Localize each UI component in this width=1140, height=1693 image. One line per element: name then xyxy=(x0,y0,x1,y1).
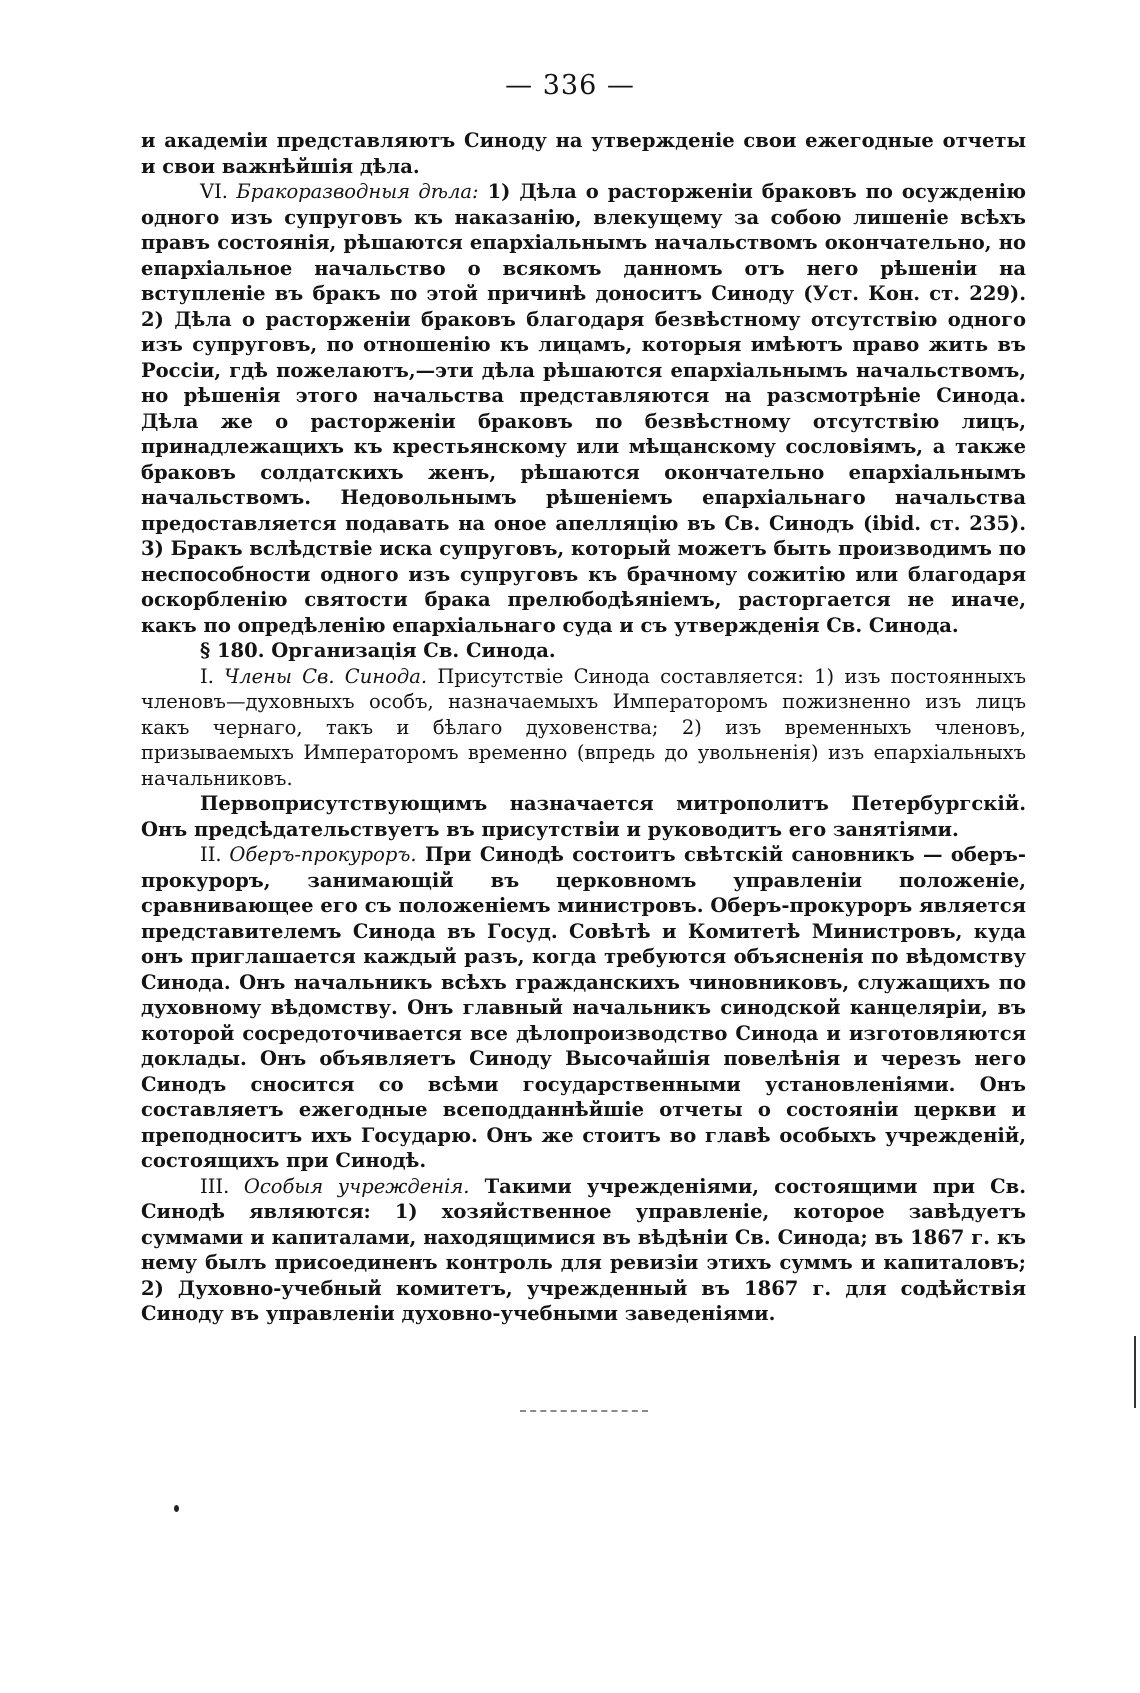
paragraph-text: При Синодѣ состоитъ свѣтскій сановникъ — оберъ-прокуроръ, занимающій въ церковномъ управленіи положеніе, сравнивающее его съ положеніемъ министровъ. Оберъ-прокуроръ является представителемъ Синода въ Госуд. Совѣтѣ и Комитетѣ Министровъ, куда онъ приглашается каждый разъ, когда требуются объясненія по вѣдомству Синода. Онъ начальникъ всѣхъ гражданскихъ чиновниковъ, служащихъ по духовному вѣдомству. Онъ главный начальникъ синодской канцеляріи, въ которой сосредоточивается все дѣлопроизводство Синода и изготовляются доклады. Онъ объявляетъ Синоду Высочайшія повелѣнія и черезъ него Синодъ сносится со всѣми государственными установленіями. Онъ составляетъ ежегодные всеподданнѣйшіе отчеты о состояніи церкви и преподноситъ ихъ Государю. Онъ же стоитъ во главѣ особыхъ учрежденій, состоящихъ при Синодѣ. xyxy=(141,843,1026,1172)
paragraph-text: Такими учрежденіями, состоящими при Св. Синодѣ являются: 1) хозяйственное управленіе, которое завѣдуетъ суммами и капиталами, находящимися въ вѣдѣніи Св. Синода; въ 1867 г. къ нему былъ присоединенъ контроль для ревизіи этихъ суммъ и капиталовъ; 2) Духовно-учебный комитетъ, учрежденный въ 1867 г. для содѣйствія Синоду въ управленіи духовно-учебными заведеніями. xyxy=(141,1174,1026,1325)
paragraph-divorce-cases xyxy=(141,179,1026,638)
paragraph-chief-procurator xyxy=(141,842,1026,1174)
body-text xyxy=(141,128,1026,1327)
section-numeral: VI. xyxy=(200,180,237,203)
paragraph-text: Присутствіе Синода составляется: 1) изъ постоянныхъ членовъ—духовныхъ особъ, назначаемыхъ Императоромъ пожизненно изъ лицъ какъ чернаго, такъ и бѣлаго духовенства; 2) изъ временныхъ членовъ, призываемыхъ Императоромъ временно (впредь до увольненія) изъ епархіальныхъ начальниковъ. xyxy=(141,664,1026,790)
paragraph-presiding-member xyxy=(141,791,1026,842)
ink-speck xyxy=(174,1505,179,1512)
section-heading-180 xyxy=(141,638,1026,664)
section-numeral: I. xyxy=(200,664,225,688)
section-title: Бракоразводныя дѣла: xyxy=(236,180,479,203)
paragraph-text: Первоприсутствующимъ назначается митрополитъ Петербургскій. Онъ предсѣдательствуетъ въ присутствіи и руководитъ его занятіями. xyxy=(141,792,1026,841)
paragraph-special-institutions xyxy=(141,1174,1026,1327)
section-title: Оберъ-прокуроръ. xyxy=(229,843,417,866)
section-title: Члены Св. Синода. xyxy=(224,664,428,688)
paragraph-text: 1) Дѣла о расторженіи браковъ по осужденію одного изъ супруговъ къ наказанію, влекущему за собою лишеніе всѣхъ правъ состоянія, рѣшаются епархіальнымъ начальствомъ окончательно, но епархіальное начальство о всякомъ данномъ отъ него рѣшеніи на вступленіе въ бракъ по этой причинѣ доноситъ Синоду (Уст. Кон. ст. 229). 2) Дѣла о расторженіи браковъ благодаря безвѣстному отсутствію одного изъ супруговъ, по отношенію къ лицамъ, которыя имѣютъ право жить въ Россіи, гдѣ пожелаютъ,—эти дѣла рѣшаются епархіальнымъ начальствомъ, но рѣшенія этого начальства представляются на разсмотрѣніе Синода. Дѣла же о расторженіи браковъ по безвѣстному отсутствію лицъ, принадлежащихъ къ крестьянскому или мѣщанскому сословіямъ, а также браковъ солдатскихъ женъ, рѣшаются окончательно епархіальнымъ начальствомъ. Недовольнымъ рѣшеніемъ епархіальнаго начальства предоставляется подавать на оное апелляцію въ Св. Синодъ (ibid. ст. 235). 3) Бракъ вслѣдствіе иска супруговъ, который можетъ быть производимъ по неспособности одного изъ супруговъ къ брачному сожитію или благодаря оскорбленію святости брака прелюбодѣяніемъ, расторгается не иначе, какъ по опредѣленію епархіальнаго суда и съ утвержденія Св. Синода. xyxy=(141,180,1027,637)
page-number: — 336 — xyxy=(505,70,635,101)
end-rule xyxy=(520,1410,648,1412)
paragraph-text: и академіи представляютъ Синоду на утвержденіе свои ежегодные отчеты и свои важнѣйшія дѣла. xyxy=(141,129,1026,178)
section-heading: § 180. Организація Св. Синода. xyxy=(200,639,556,662)
section-numeral: III. xyxy=(200,1174,244,1198)
paragraph-academies-reports xyxy=(141,128,1026,179)
section-numeral: II. xyxy=(200,843,230,866)
section-title: Особыя учрежденія. xyxy=(243,1174,470,1198)
paragraph-synod-members xyxy=(141,664,1026,792)
scan-edge-mark xyxy=(1134,1336,1136,1408)
